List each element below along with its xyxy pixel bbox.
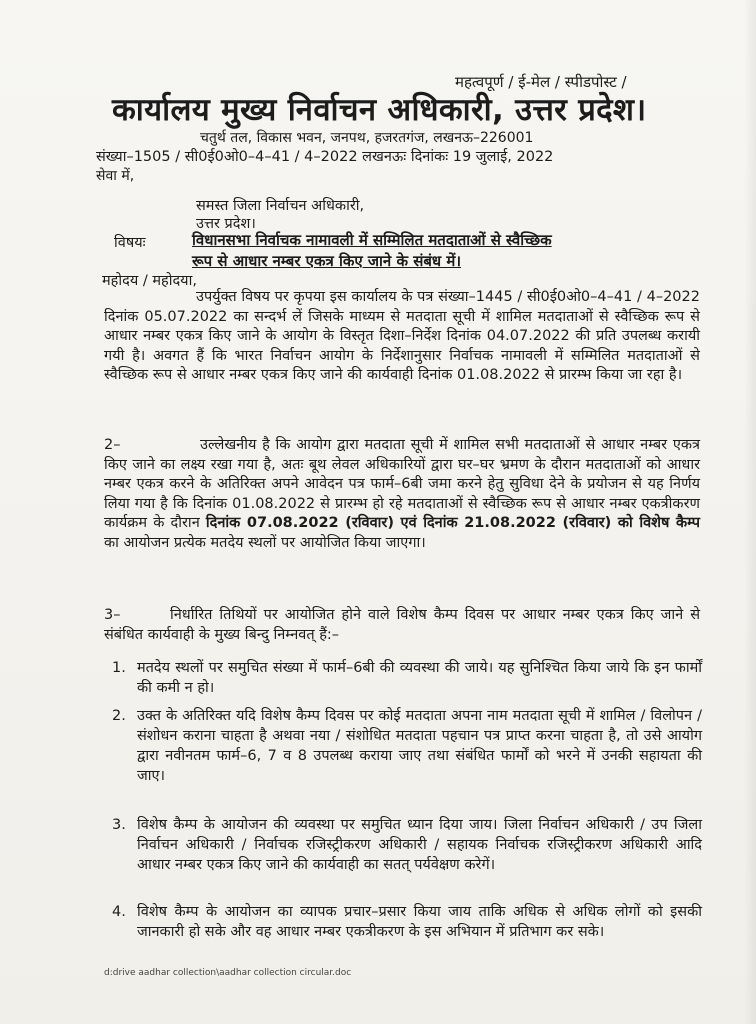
paragraph-3-number: 3– [104, 607, 121, 623]
greeting: महोदय / महोदया, [102, 273, 197, 289]
paragraph-2-text-b: का आयोजन प्रत्येक मतदेय स्थलों पर आयोजित किया जाएगा। [104, 534, 426, 551]
subject-label: विषयः [114, 235, 146, 251]
paragraph-2 [104, 436, 700, 553]
paragraph-3 [104, 606, 700, 645]
subject-line-2: रूप से आधार नम्बर एकत्र किए जाने के संबंध में। [192, 252, 462, 270]
office-title: कार्यालय मुख्य निर्वाचन अधिकारी, उत्तर प्रदेश। [112, 92, 647, 128]
reference-number: संख्या–1505 / सी0ई0ओ0–4–41 / 4–2022 लखनऊः दिनांकः 19 जुलाई, 2022 [96, 149, 554, 165]
recipient-line-1: समस्त जिला निर्वाचन अधिकारी, [196, 198, 365, 214]
office-address: चतुर्थ तल, विकास भवन, जनपथ, हजरतगंज, लखनऊ–226001 [200, 130, 534, 146]
list-item [112, 815, 702, 875]
list-item [112, 902, 702, 942]
list-item-number: 4. [112, 904, 126, 920]
list-item-number: 2. [112, 708, 126, 724]
paragraph-2-number: 2– [104, 437, 121, 453]
page-edge-shadow [744, 0, 756, 1024]
paragraph-1: उपर्युक्त विषय पर कृपया इस कार्यालय के पत्र संख्या–1445 / सी0ई0ओ0–4–41 / 4–2022 दिनांक 05.07.2022 का सन्दर्भ लें जिसके माध्यम से मतदाता सूची में शामिल मतदाताओं से स्वैच्छिक रूप से आधार नम्बर एकत्र किए जाने के आयोग के विस्तृत दिशा–निर्देश दिनांक 04.07.2022 की प्रति उपलब्ध करायी गयी है। अवगत हैं कि भारत निर्वाचन आयोग के निर्देशानुसार निर्वाचक नामावली में सम्मिलित मतदाताओं से स्वैच्छिक रूप से आधार नम्बर एकत्र किए जाने की कार्यवाही दिनांक 01.08.2022 से प्रारम्भ किया जा रहा है। [104, 289, 700, 383]
list-item [112, 706, 702, 786]
recipient-line-2: उत्तर प्रदेश। [196, 216, 256, 232]
list-item-text: मतदेय स्थलों पर समुचित संख्या में फार्म–6बी की व्यवस्था की जाये। यह सुनिश्चित किया जाये कि इन फार्मों की कमी न हो। [137, 660, 702, 696]
list-item-text: उक्त के अतिरिक्त यदि विशेष कैम्प दिवस पर कोई मतदाता अपना नाम मतदाता सूची में शामिल / विलोपन / संशोधन कराना चाहता है अथवा नया / संशोधित मतदाता पहचान पत्र प्राप्त करना चाहता है, तो उसे आयोग द्वारा नवीनतम फार्म–6, 7 व 8 उपलब्ध कराया जाए तथा संबंधित फार्मों को भरने में उनकी सहायता की जाए। [137, 708, 702, 784]
footer-file-path: d:drive aadhar collection\aadhar collection circular.doc [104, 968, 352, 978]
list-item-text: विशेष कैम्प के आयोजन का व्यापक प्रचार–प्रसार किया जाय ताकि अधिक से अधिक लोगों को इसकी जानकारी हो सके और वह आधार नम्बर एकत्रीकरण के इस अभियान में प्रतिभाग कर सके। [137, 904, 702, 940]
priority-tag: महत्वपूर्ण / ई-मेल / स्पीडपोस्ट / [455, 73, 627, 91]
paragraph-3-text: निर्धारित तिथियों पर आयोजित होने वाले विशेष कैम्प दिवस पर आधार नम्बर एकत्र किए जाने से संबंधित कार्यवाही के मुख्य बिन्दु निम्नवत् हैं:– [104, 607, 700, 643]
list-item-number: 3. [112, 817, 126, 833]
list-item-number: 1. [112, 660, 126, 676]
list-item [112, 658, 702, 698]
subject-line-1: विधानसभा निर्वाचक नामावली में सम्मिलित मतदाताओं से स्वैच्छिक [192, 231, 552, 249]
paragraph-2-text-a: उल्लेखनीय है कि आयोग द्वारा मतदाता सूची में शामिल सभी मतदाताओं से आधार नम्बर एकत्र किए जाने का लक्ष्य रखा गया है, अतः बूथ लेवल अधिकारियों द्वारा घर–घर भ्रमण के दौरान मतदाताओं को आधार नम्बर एकत्र करने के अतिरिक्त अपने आवेदन पत्र फार्म–6बी जमा करने हेतु सुविधा देने के प्रयोजन से यह निर्णय लिया गया है कि दिनांक 01.08.2022 से प्रारम्भ हो रहे मतदाताओं से स्वैच्छिक रूप से आधार नम्बर एकत्रीकरण कार्यक्रम के दौरान [104, 437, 700, 531]
paragraph-2-camp-dates: दिनांक 07.08.2022 (रविवार) एवं दिनांक 21.08.2022 (रविवार) को विशेष कैम्प [205, 515, 700, 531]
to-label: सेवा में, [96, 168, 135, 184]
list-item-text: विशेष कैम्प के आयोजन की व्यवस्था पर समुचित ध्यान दिया जाय। जिला निर्वाचन अधिकारी / उप जिला निर्वाचन अधिकारी / निर्वाचक रजिस्ट्रीकरण अधिकारी / सहायक निर्वाचक रजिस्ट्रीकरण अधिकारी आदि आधार नम्बर एकत्र किए जाने की कार्यवाही का सतत् पर्यवेक्षण करेगें। [137, 817, 702, 873]
